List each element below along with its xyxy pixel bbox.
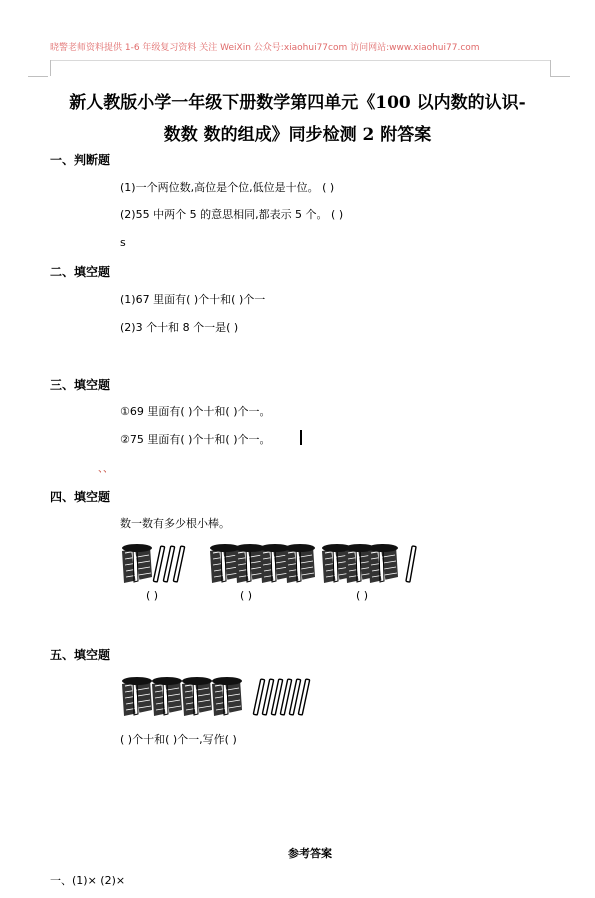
section-1-item-2: (2)55 中两个 5 的意思相同,都表示 5 个。 ( ) xyxy=(120,208,344,221)
section-2-item-2: (2)3 个十和 8 个一是( ) xyxy=(120,321,239,334)
header-rule xyxy=(50,60,550,61)
margin-corner-left-h xyxy=(28,76,48,77)
bundle-g2-1 xyxy=(210,544,240,583)
margin-corner-right-h xyxy=(550,76,570,77)
section-3-item-2: ②75 里面有( )个十和( )个一。 xyxy=(120,433,271,446)
doc-title-line1: 新人教版小学一年级下册数学第四单元《100 以内数的认识- xyxy=(69,93,526,113)
bundle-g2-2 xyxy=(235,544,265,583)
blank-q4-2: ( ) xyxy=(240,589,253,602)
bundle-g2-3 xyxy=(260,544,290,583)
bundle-g2-4 xyxy=(285,544,315,583)
answers-title: 参考答案 xyxy=(288,847,332,860)
answers-first-line: 一、(1)× (2)× xyxy=(50,874,126,887)
stick-g1-3 xyxy=(173,546,184,582)
section-3-heading: 三、填空题 xyxy=(50,378,111,392)
margin-corner-right xyxy=(550,60,573,76)
section-1-heading: 一、判断题 xyxy=(50,153,111,167)
section-4-item-1: 数一数有多少根小棒。 xyxy=(120,517,230,530)
stick-bundles-q5 xyxy=(117,673,317,718)
section-2-heading: 二、填空题 xyxy=(50,265,111,279)
bundle-q5-4 xyxy=(212,677,242,716)
header-watermark: 晓警老师资料提供 1-6 年级复习资料 关注 WeiXin 公众号:xiaohui77com 访问网站:www.xiaohui77.com xyxy=(50,43,480,53)
section-1-item-1: (1)一个两位数,高位是个位,低位是十位。 ( ) xyxy=(120,181,335,194)
bundle-q5-2 xyxy=(152,677,182,716)
section-5-item-1: ( )个十和( )个一,写作( ) xyxy=(120,733,237,746)
bundle-q5-1 xyxy=(122,677,152,716)
bundle-q5-3 xyxy=(182,677,212,716)
stick-g1-1 xyxy=(153,546,164,582)
margin-corner-left xyxy=(28,60,51,76)
stray-char: s xyxy=(120,236,126,249)
section-5-heading: 五、填空题 xyxy=(50,648,111,662)
stick-g3-1 xyxy=(406,546,416,582)
bundle-g3-3 xyxy=(368,544,398,583)
doc-title-line2: 数数 数的组成》同步检测 2 附答案 xyxy=(163,125,432,145)
bundle-g1-1 xyxy=(122,544,152,583)
text-cursor xyxy=(300,430,302,445)
stray-mark: 、、 xyxy=(98,464,113,475)
section-2-item-1: (1)67 里面有( )个十和( )个一 xyxy=(120,293,266,306)
stick-g1-2 xyxy=(163,546,174,582)
section-3-item-1: ①69 里面有( )个十和( )个一。 xyxy=(120,405,271,418)
blank-q4-1: ( ) xyxy=(146,589,159,602)
section-4-heading: 四、填空题 xyxy=(50,490,111,504)
stick-bundles-q4 xyxy=(115,540,435,585)
blank-q4-3: ( ) xyxy=(356,589,369,602)
